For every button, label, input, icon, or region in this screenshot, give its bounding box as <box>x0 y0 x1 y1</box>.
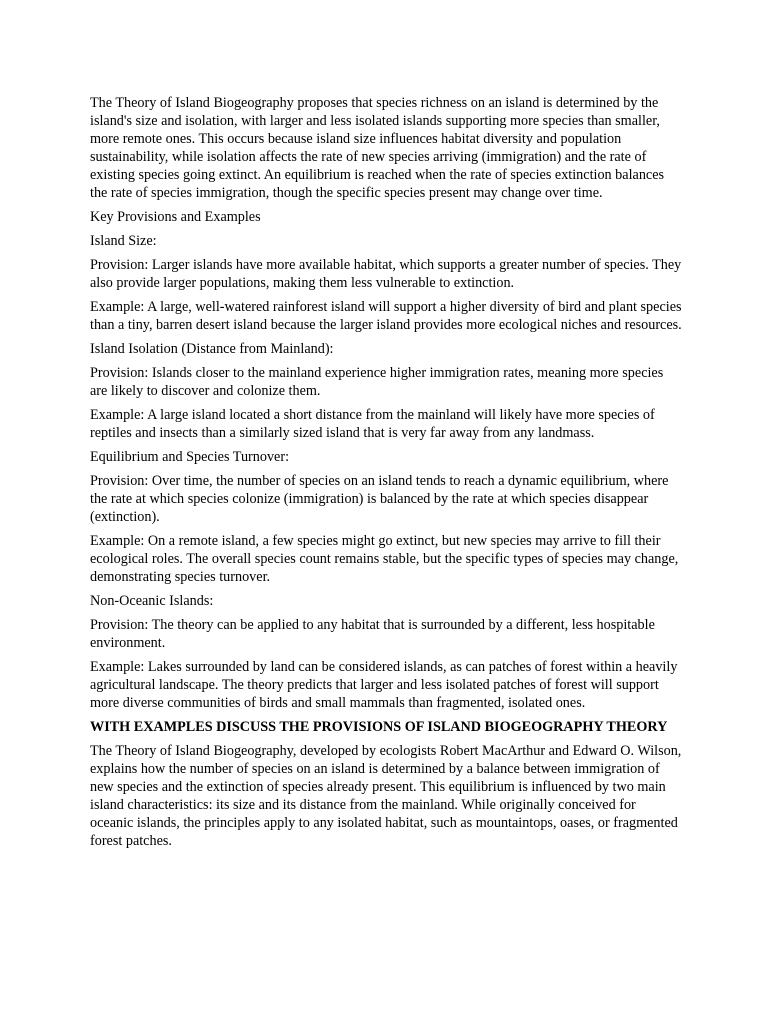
key-provisions-heading: Key Provisions and Examples <box>90 209 261 225</box>
example-equilibrium: Example: On a remote island, a few species might go extinct, but new species may arrive to fill their ecological roles. The overall species count remains stable, but the specific types of species may change, demonstrating species turnover. <box>90 533 679 585</box>
provision-island-isolation: Provision: Islands closer to the mainland experience higher immigration rates, meaning more species are likely to discover and colonize them. <box>90 365 664 399</box>
bold-section-heading: WITH EXAMPLES DISCUSS THE PROVISIONS OF ISLAND BIOGEOGRAPHY THEORY <box>90 719 668 735</box>
section-title-island-size: Island Size: <box>90 233 157 249</box>
example-non-oceanic: Example: Lakes surrounded by land can be considered islands, as can patches of forest within a heavily agricultural landscape. The theory predicts that larger and less isolated patches of forest will support more diverse communities of birds and small mammals than fragmented, isolated ones. <box>90 659 678 711</box>
section-title-equilibrium: Equilibrium and Species Turnover: <box>90 449 290 465</box>
provision-equilibrium: Provision: Over time, the number of species on an island tends to reach a dynamic equilibrium, where the rate at which species colonize (immigration) is balanced by the rate at which species disappear (extinction). <box>90 473 669 525</box>
section-title-island-isolation: Island Isolation (Distance from Mainland): <box>90 341 334 357</box>
intro-paragraph: The Theory of Island Biogeography proposes that species richness on an island is determined by the island's size and isolation, with larger and less isolated islands supporting more species than smaller, more remote ones. This occurs because island size influences habitat diversity and population sustainability, while isolation affects the rate of new species arriving (immigration) and the rate of existing species going extinct. An equilibrium is reached when the rate of species extinction balances the rate of species immigration, though the specific species present may change over time. <box>90 95 665 201</box>
provision-island-size: Provision: Larger islands have more available habitat, which supports a greater number of species. They also provide larger populations, making them less vulnerable to extinction. <box>90 257 682 291</box>
provision-non-oceanic: Provision: The theory can be applied to any habitat that is surrounded by a different, less hospitable environment. <box>90 617 655 651</box>
closing-paragraph: The Theory of Island Biogeography, developed by ecologists Robert MacArthur and Edward O. Wilson, explains how the number of species on an island is determined by a balance between immigration of new species and the extinction of species already present. This equilibrium is influenced by two main island characteristics: its size and its distance from the mainland. While originally conceived for oceanic islands, the principles apply to any isolated habitat, such as mountaintops, oases, or fragmented forest patches. <box>90 743 682 849</box>
document-page <box>90 94 682 856</box>
example-island-isolation: Example: A large island located a short distance from the mainland will likely have more species of reptiles and insects than a similarly sized island that is very far away from any landmass. <box>90 407 655 441</box>
section-title-non-oceanic: Non-Oceanic Islands: <box>90 593 214 609</box>
example-island-size: Example: A large, well-watered rainforest island will support a higher diversity of bird and plant species than a tiny, barren desert island because the larger island provides more ecological niches and resources. <box>90 299 682 333</box>
